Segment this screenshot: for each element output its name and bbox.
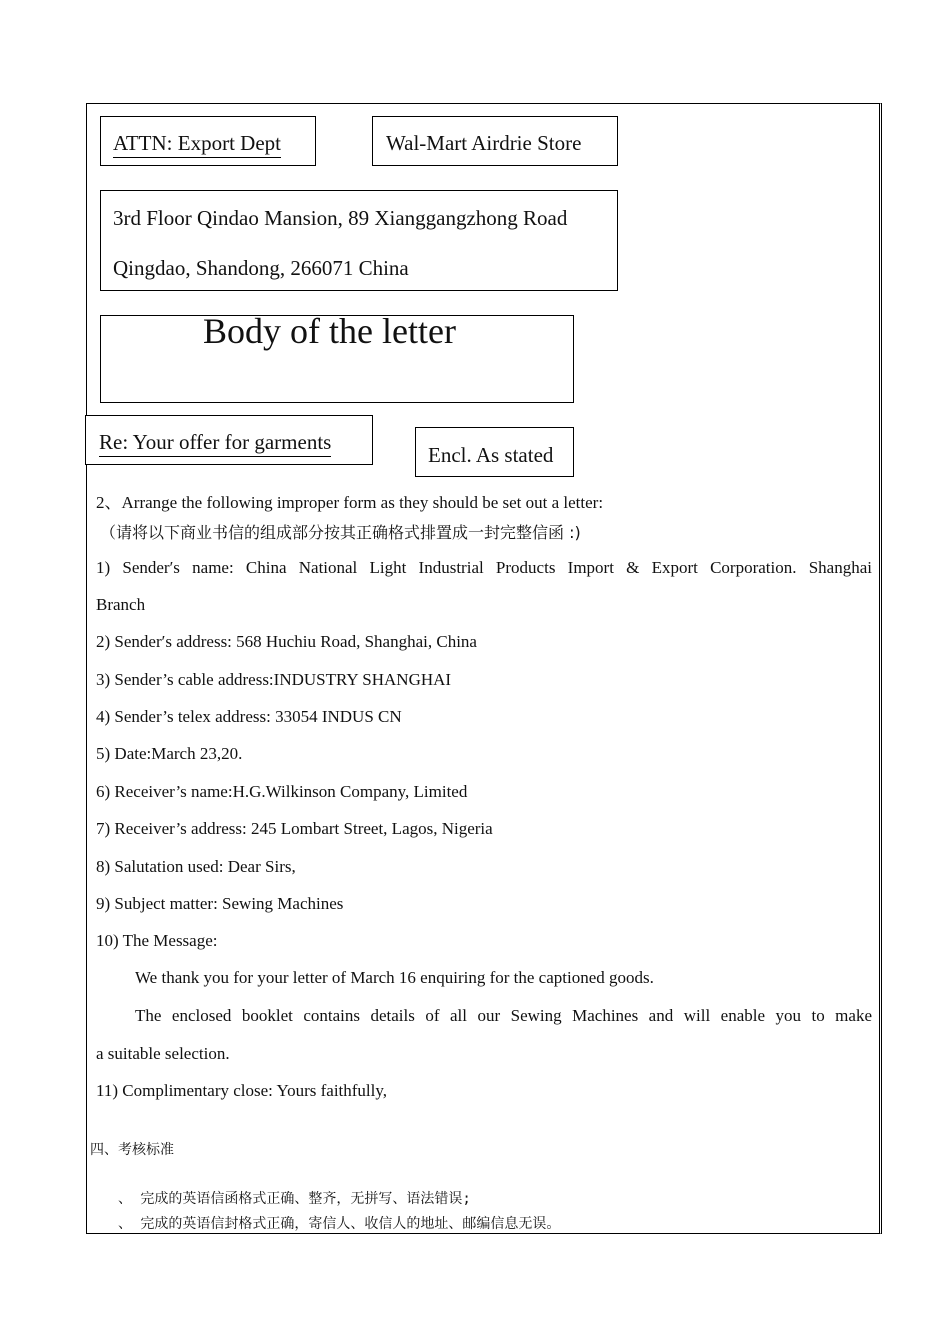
item-8: 8) Salutation used: Dear Sirs, xyxy=(96,857,296,876)
subject-text: Re: Your offer for garments xyxy=(99,430,331,457)
exercise-heading-cn: （请将以下商业书信的组成部分按其正确格式排置成一封完整信函 :) xyxy=(100,523,581,542)
enclosure-text: Encl. As stated xyxy=(428,443,554,467)
body-box xyxy=(100,311,574,403)
receiver-store-text: Wal-Mart Airdrie Store xyxy=(386,131,582,155)
item-9: 9) Subject matter: Sewing Machines xyxy=(96,894,344,913)
body-title: Body of the letter xyxy=(203,311,456,351)
message-line-3: a suitable selection. xyxy=(96,1044,230,1063)
message-line-2: The enclosed booklet contains details of all our Sewing Machines and will enable you to make xyxy=(135,1006,872,1025)
address-box xyxy=(100,190,618,291)
exercise-heading: 2、Arrange the following improper form as they should be set out a letter: xyxy=(96,493,604,512)
subject-box xyxy=(85,415,373,465)
item-4: 4) Sender’s telex address: 33054 INDUS CN xyxy=(96,707,402,726)
address-line-1: 3rd Floor Qindao Mansion, 89 Xianggangzhong Road xyxy=(113,206,568,230)
item-6: 6) Receiver’s name:H.G.Wilkinson Company, Limited xyxy=(96,782,468,801)
attn-text: ATTN: Export Dept xyxy=(113,131,281,158)
item-10: 10) The Message: xyxy=(96,931,218,950)
criteria-item-1: 、 完成的英语信函格式正确、整齐，无拼写、语法错误; xyxy=(118,1191,471,1207)
item-5: 5) Date:March 23,20. xyxy=(96,744,243,763)
enclosure-box xyxy=(415,427,574,477)
item-1-line-1: 1) Sender′s name: China National Light Industrial Products Import & Export Corporation. Shanghai xyxy=(96,558,872,577)
message-line-1: We thank you for your letter of March 16 enquiring for the captioned goods. xyxy=(135,968,654,987)
receiver-store-box xyxy=(372,116,618,166)
item-7: 7) Receiver’s address: 245 Lombart Street, Lagos, Nigeria xyxy=(96,819,493,838)
item-3: 3) Sender’s cable address:INDUSTRY SHANGHAI xyxy=(96,670,452,689)
attn-box xyxy=(100,116,316,166)
criteria-item-2: 、 完成的英语信封格式正确，寄信人、收信人的地址、邮编信息无误。 xyxy=(118,1216,561,1232)
item-11: 11) Complimentary close: Yours faithfully, xyxy=(96,1081,388,1100)
item-2: 2) Sender′s address: 568 Huchiu Road, Shanghai, China xyxy=(96,632,477,651)
item-1-line-2: Branch xyxy=(96,595,146,614)
address-line-2: Qingdao, Shandong, 266071 China xyxy=(113,256,409,280)
criteria-heading: 四、考核标准 xyxy=(90,1142,174,1158)
